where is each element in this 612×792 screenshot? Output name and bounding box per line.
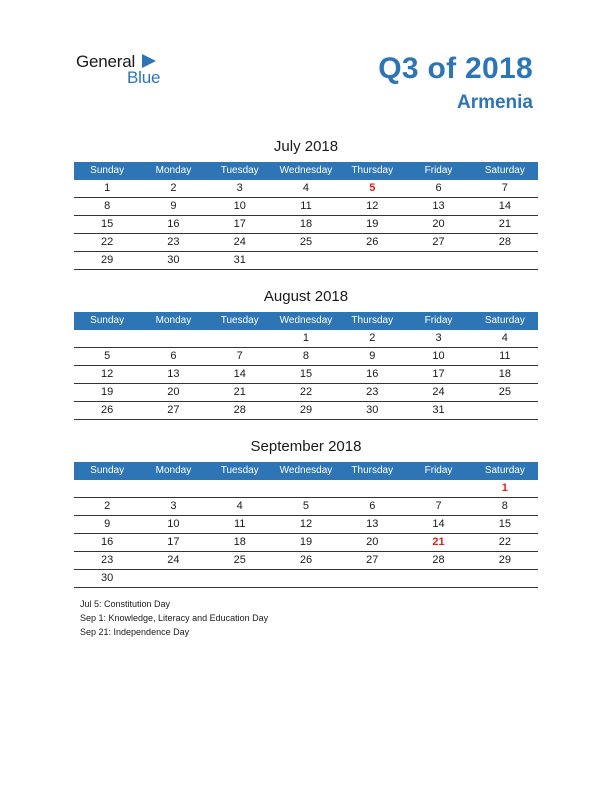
month-title: September 2018	[250, 438, 362, 455]
empty-day-cell	[207, 570, 273, 587]
weekday-label: Sunday	[90, 465, 125, 476]
day-cell: 17	[167, 536, 180, 548]
day-cell: 20	[432, 218, 445, 230]
day-cell: 21	[498, 218, 511, 230]
day-cell: 8	[104, 200, 111, 212]
month-title: July 2018	[273, 138, 339, 155]
day-cell: 29	[101, 254, 114, 266]
day-cell: 21	[233, 386, 246, 398]
day-cell: 10	[233, 200, 246, 212]
day-cell: 23	[366, 386, 379, 398]
weekday-label: Tuesday	[220, 165, 259, 176]
day-cell: 8	[501, 500, 508, 512]
weekday-label: Saturday	[484, 465, 525, 476]
day-cell: 13	[432, 200, 445, 212]
logo-triangle-icon	[142, 54, 156, 68]
weeks-container	[74, 330, 538, 420]
empty-day-cell	[74, 480, 140, 497]
day-cell: 18	[233, 536, 246, 548]
empty-day-cell	[74, 330, 140, 347]
day-cell: 20	[366, 536, 379, 548]
day-cell: 13	[366, 518, 379, 530]
weekday-label: Thursday	[351, 315, 394, 326]
day-cell: 5	[369, 182, 376, 194]
empty-day-cell	[207, 330, 273, 347]
day-cell: 21	[432, 536, 445, 548]
day-cell: 15	[299, 368, 313, 380]
day-cell: 29	[498, 554, 511, 566]
empty-day-cell	[273, 480, 339, 497]
weekday-label: Friday	[424, 165, 453, 176]
week-row	[74, 480, 538, 498]
day-cell: 16	[366, 368, 379, 380]
week-row	[74, 534, 538, 552]
week-row	[74, 516, 538, 534]
week-row	[74, 570, 538, 588]
country-name: Armenia	[456, 92, 533, 113]
day-cell: 22	[101, 236, 114, 248]
empty-day-cell	[405, 480, 471, 497]
week-row	[74, 216, 538, 234]
weekday-label: Friday	[424, 315, 453, 326]
day-cell: 10	[167, 518, 180, 530]
day-cell: 16	[101, 536, 114, 548]
weekday-header	[74, 462, 538, 480]
weekday-label: Monday	[155, 165, 192, 176]
week-row	[74, 330, 538, 348]
holiday-note: Sep 21: Independence Day	[80, 627, 190, 637]
day-cell: 19	[299, 536, 313, 548]
day-cell: 18	[498, 368, 511, 380]
week-row	[74, 384, 538, 402]
day-cell: 8	[302, 350, 310, 362]
day-cell: 14	[498, 200, 511, 212]
weekday-label: Saturday	[484, 165, 525, 176]
day-cell: 18	[299, 218, 313, 230]
weekday-label: Friday	[424, 465, 453, 476]
day-cell: 20	[167, 386, 180, 398]
day-cell: 27	[366, 554, 379, 566]
week-row	[74, 198, 538, 216]
week-row	[74, 498, 538, 516]
weekday-label: Thursday	[351, 465, 394, 476]
day-cell: 31	[432, 404, 445, 416]
day-cell: 7	[236, 350, 243, 362]
weekday-label: Sunday	[90, 315, 125, 326]
day-cell: 3	[435, 332, 442, 344]
weekday-label: Tuesday	[220, 315, 259, 326]
week-row	[74, 552, 538, 570]
day-cell: 1	[501, 482, 508, 494]
day-cell: 9	[104, 518, 111, 530]
week-row	[74, 348, 538, 366]
logo-text-general: General	[76, 52, 136, 71]
day-cell: 23	[101, 554, 114, 566]
empty-day-cell	[405, 252, 471, 269]
day-cell: 7	[435, 500, 442, 512]
weekday-label: Wednesday	[279, 165, 333, 176]
day-cell: 14	[432, 518, 445, 530]
empty-day-cell	[207, 480, 273, 497]
day-cell: 25	[498, 386, 511, 398]
day-cell: 6	[369, 500, 376, 512]
day-cell: 26	[299, 554, 313, 566]
day-cell: 25	[233, 554, 246, 566]
day-cell: 16	[167, 218, 180, 230]
weekday-label: Tuesday	[220, 465, 259, 476]
empty-day-cell	[140, 570, 206, 587]
month-calendar-july	[74, 137, 538, 270]
month-title: August 2018	[263, 288, 349, 305]
holiday-note: Jul 5: Constitution Day	[80, 599, 171, 609]
empty-day-cell	[472, 570, 538, 587]
holiday-note: Sep 1: Knowledge, Literacy and Education Day	[80, 613, 269, 623]
day-cell: 24	[167, 554, 180, 566]
weeks-container	[74, 480, 538, 588]
weekday-label: Sunday	[90, 165, 125, 176]
week-row	[74, 180, 538, 198]
day-cell: 24	[432, 386, 445, 398]
day-cell: 30	[366, 404, 379, 416]
day-cell: 9	[369, 350, 376, 362]
day-cell: 28	[432, 554, 445, 566]
day-cell: 11	[233, 518, 246, 530]
day-cell: 4	[501, 332, 508, 344]
week-row	[74, 402, 538, 420]
day-cell: 3	[170, 500, 177, 512]
day-cell: 22	[299, 386, 313, 398]
day-cell: 5	[302, 500, 310, 512]
day-cell: 2	[104, 500, 111, 512]
empty-day-cell	[405, 570, 471, 587]
empty-day-cell	[339, 480, 405, 497]
day-cell: 23	[167, 236, 180, 248]
day-cell: 28	[498, 236, 511, 248]
month-calendar-august	[74, 287, 538, 420]
empty-day-cell	[273, 570, 339, 587]
weekday-header	[74, 162, 538, 180]
day-cell: 15	[498, 518, 511, 530]
day-cell: 13	[167, 368, 180, 380]
day-cell: 15	[101, 218, 114, 230]
day-cell: 24	[233, 236, 246, 248]
week-row	[74, 234, 538, 252]
empty-day-cell	[339, 252, 405, 269]
weekday-label: Saturday	[484, 315, 525, 326]
day-cell: 31	[233, 254, 246, 266]
day-cell: 26	[366, 236, 379, 248]
weekday-header	[74, 312, 538, 330]
day-cell: 19	[366, 218, 379, 230]
day-cell: 4	[302, 182, 310, 194]
day-cell: 9	[170, 200, 177, 212]
day-cell: 1	[104, 182, 111, 194]
day-cell: 12	[299, 518, 313, 530]
day-cell: 12	[366, 200, 379, 212]
day-cell: 17	[432, 368, 445, 380]
general-blue-logo	[76, 52, 176, 92]
week-row	[74, 252, 538, 270]
day-cell: 19	[101, 386, 114, 398]
day-cell: 27	[167, 404, 180, 416]
day-cell: 7	[501, 182, 508, 194]
day-cell: 27	[432, 236, 445, 248]
weekday-label: Thursday	[351, 165, 394, 176]
day-cell: 30	[167, 254, 180, 266]
day-cell: 5	[104, 350, 111, 362]
day-cell: 3	[236, 182, 243, 194]
empty-day-cell	[472, 252, 538, 269]
day-cell: 11	[499, 350, 511, 362]
week-row	[74, 366, 538, 384]
empty-day-cell	[140, 480, 206, 497]
weekday-label: Monday	[155, 315, 192, 326]
day-cell: 17	[233, 218, 246, 230]
day-cell: 4	[236, 500, 243, 512]
day-cell: 2	[170, 182, 177, 194]
empty-day-cell	[273, 252, 339, 269]
day-cell: 26	[101, 404, 114, 416]
day-cell: 30	[101, 572, 114, 584]
day-cell: 10	[432, 350, 445, 362]
day-cell: 6	[435, 182, 442, 194]
weekday-label: Monday	[155, 465, 192, 476]
logo-text-blue: Blue	[127, 68, 161, 87]
weekday-label: Wednesday	[279, 315, 333, 326]
day-cell: 11	[300, 200, 312, 212]
day-cell: 22	[498, 536, 511, 548]
day-cell: 12	[101, 368, 114, 380]
day-cell: 6	[170, 350, 177, 362]
day-cell: 14	[233, 368, 246, 380]
month-calendar-september	[74, 437, 538, 588]
weeks-container	[74, 180, 538, 270]
quarter-title: Q3 of 2018	[378, 52, 533, 85]
weekday-label: Wednesday	[279, 465, 333, 476]
empty-day-cell	[472, 402, 538, 419]
empty-day-cell	[339, 570, 405, 587]
day-cell: 25	[299, 236, 313, 248]
day-cell: 28	[233, 404, 246, 416]
holiday-notes	[80, 597, 268, 639]
empty-day-cell	[140, 330, 206, 347]
day-cell: 2	[369, 332, 376, 344]
day-cell: 29	[299, 404, 313, 416]
day-cell: 1	[302, 332, 310, 344]
